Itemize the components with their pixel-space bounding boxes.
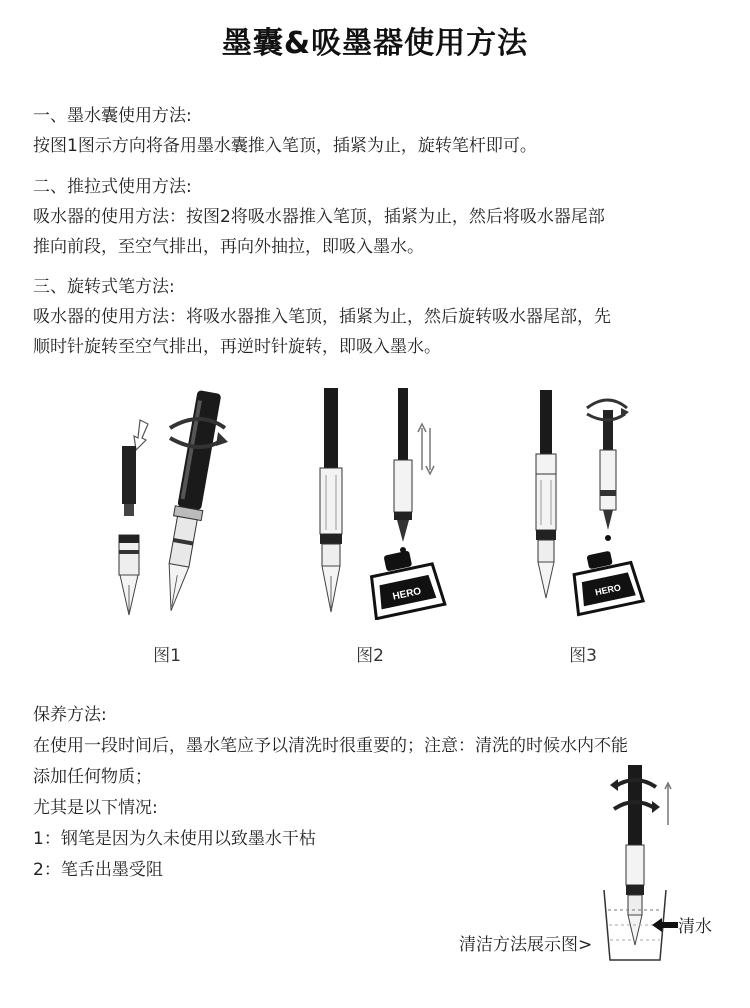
converter xyxy=(320,468,342,534)
section-line: 按图1图示方向将备用墨水囊推入笔顶，插紧为止，旋转笔杆即可。 xyxy=(33,136,537,156)
figure-3-illustration xyxy=(515,380,665,620)
care-line: 1：钢笔是因为久未使用以致墨水干枯 xyxy=(33,829,316,849)
section-rotary xyxy=(33,272,723,362)
care-heading: 保养方法: xyxy=(33,705,107,725)
care-line: 2：笔舌出墨受阻 xyxy=(33,860,163,880)
section-heading: 二、推拉式使用方法: xyxy=(33,177,192,197)
section-heading: 三、旋转式笔方法: xyxy=(33,277,175,297)
section-line: 顺时针旋转至空气排出，再逆时针旋转，即吸入墨水。 xyxy=(33,337,441,357)
bottle-label: HERO xyxy=(594,582,622,598)
page-title: 墨囊&吸墨器使用方法 xyxy=(221,26,529,61)
figure-3-caption: 图3 xyxy=(569,646,597,666)
figure-1-illustration xyxy=(100,380,240,620)
figure-2-caption: 图2 xyxy=(356,646,384,666)
cleaning-illustration xyxy=(598,765,678,965)
section-heading: 一、墨水囊使用方法: xyxy=(33,106,192,126)
care-line: 尤其是以下情况: xyxy=(33,798,158,818)
section-line: 推向前段，至空气排出，再向外抽拉，即吸入墨水。 xyxy=(33,237,424,257)
rotate-arrow-icon xyxy=(587,400,627,408)
arrow-down-icon xyxy=(134,420,148,450)
figure-1-caption: 图1 xyxy=(153,646,181,666)
figure-2-illustration xyxy=(300,380,450,620)
nib xyxy=(538,562,554,598)
section-push-pull xyxy=(33,172,723,262)
arrow-left-icon xyxy=(652,918,678,932)
section-line: 吸水器的使用方法：按图2将吸水器推入笔顶，插紧为止，然后将吸水器尾部 xyxy=(33,207,605,227)
section-cartridge xyxy=(33,101,723,161)
section-line: 吸水器的使用方法：将吸水器推入笔顶，插紧为止，然后旋转吸水器尾部，先 xyxy=(33,307,611,327)
care-line: 在使用一段时间后，墨水笔应予以清洗时很重要的；注意：清洗的时候水内不能 xyxy=(33,736,628,756)
ink-cartridge xyxy=(122,446,136,504)
converter xyxy=(536,474,556,530)
bottle-label: HERO xyxy=(391,585,423,603)
water-label: 清水 xyxy=(678,917,712,937)
cleaning-caption: 清洁方法展示图> xyxy=(459,935,593,955)
care-line: 添加任何物质； xyxy=(33,767,152,787)
